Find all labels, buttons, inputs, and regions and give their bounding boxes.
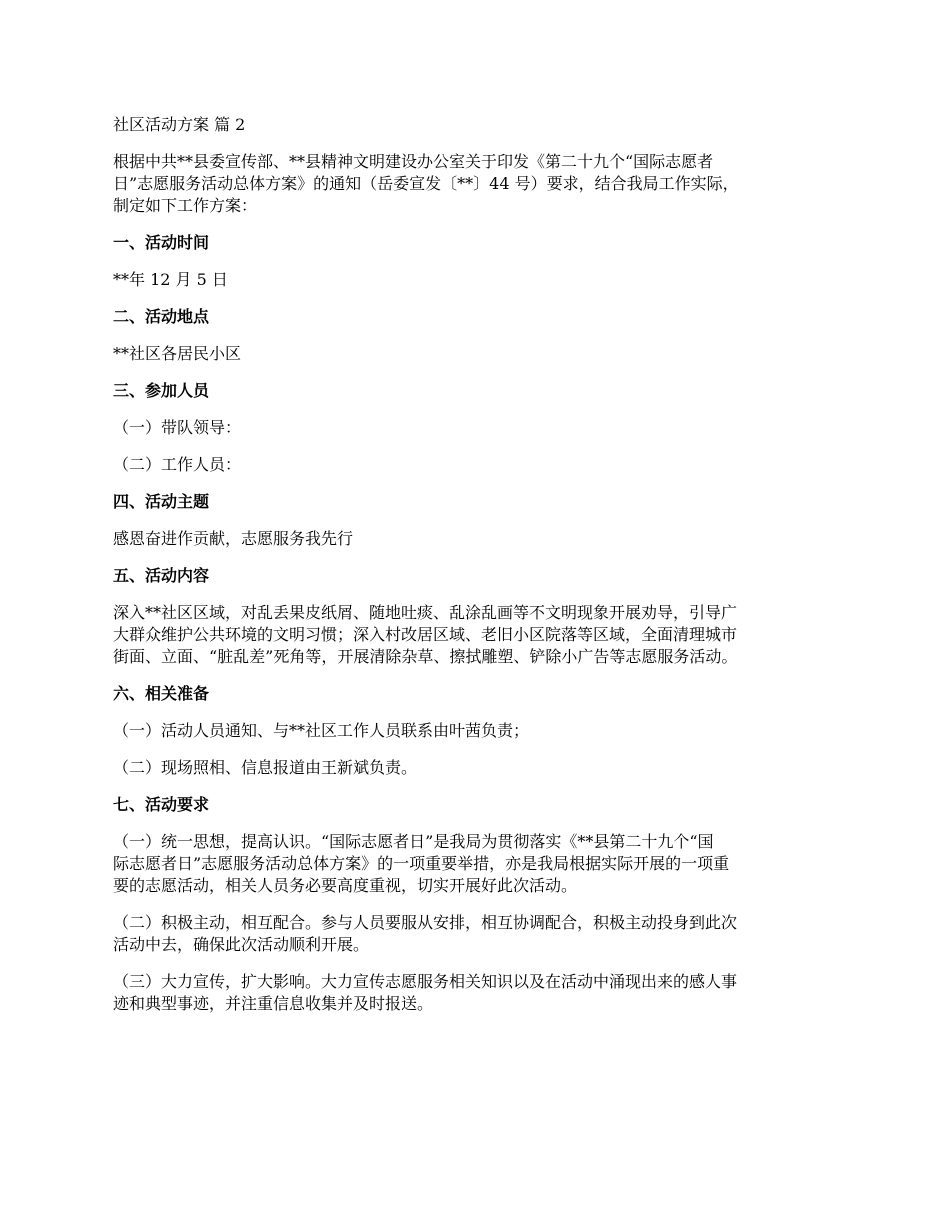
requirement-line: 活动中去，确保此次活动顺利开展。	[113, 935, 370, 954]
participants-item: （二）工作人员：	[113, 455, 242, 474]
document-page	[113, 114, 855, 1030]
participants-item: （一）带队领导：	[113, 418, 242, 437]
intro-paragraph	[113, 151, 855, 217]
requirement-line: 迹和典型事迹，并注重信息收集并及时报送。	[113, 994, 434, 1013]
requirement-line: 际志愿者日”志愿服务活动总体方案》的一项重要举措，亦是我局根据实际开展的一项重	[113, 854, 730, 873]
content-line: 深入**社区区域，对乱丢果皮纸屑、随地吐痰、乱涂乱画等不文明现象开展劝导，引导广	[113, 603, 738, 622]
content-line: 大群众维护公共环境的文明习惯；深入村改居区域、老旧小区院落等区域，全面清理城市	[113, 625, 738, 644]
section-heading-participants: 三、参加人员	[113, 381, 210, 400]
section-heading-theme: 四、活动主题	[113, 492, 210, 511]
section-text-theme: 感恩奋进作贡献，志愿服务我先行	[113, 529, 354, 548]
section-text-time: **年 12 月 5 日	[113, 270, 228, 289]
content-paragraph	[113, 602, 855, 668]
requirement-line: （二）积极主动，相互配合。参与人员要服从安排，相互协调配合，积极主动投身到此次	[113, 913, 738, 932]
requirement-paragraph	[113, 971, 855, 1015]
requirement-line: 要的志愿活动，相关人员务必要高度重视，切实开展好此次活动。	[113, 876, 578, 895]
section-heading-requirements: 七、活动要求	[113, 795, 210, 814]
preparation-item: （一）活动人员通知、与**社区工作人员联系由叶茜负责；	[113, 721, 530, 740]
requirement-paragraph	[113, 831, 855, 897]
preparation-item: （二）现场照相、信息报道由王新斌负责。	[113, 758, 418, 777]
requirement-line: （一）统一思想，提高认识。“国际志愿者日”是我局为贯彻落实《**县第二十九个“国	[113, 832, 714, 851]
section-heading-preparation: 六、相关准备	[113, 684, 210, 703]
document-title: 社区活动方案 篇 2	[113, 115, 246, 134]
intro-line: 日”志愿服务活动总体方案》的通知（岳委宣发〔**〕44 号）要求，结合我局工作实际，	[113, 174, 739, 193]
requirement-line: （三）大力宣传，扩大影响。大力宣传志愿服务相关知识以及在活动中涌现出来的感人事	[113, 972, 738, 991]
section-heading-time: 一、活动时间	[113, 233, 210, 252]
section-heading-content: 五、活动内容	[113, 566, 210, 585]
section-text-location: **社区各居民小区	[113, 344, 242, 363]
requirement-paragraph	[113, 912, 855, 956]
content-line: 街面、立面、“脏乱差”死角等，开展清除杂草、擦拭雕塑、铲除小广告等志愿服务活动。	[113, 647, 738, 666]
section-heading-location: 二、活动地点	[113, 307, 210, 326]
intro-line: 制定如下工作方案：	[113, 196, 258, 215]
intro-line: 根据中共**县委宣传部、**县精神文明建设办公室关于印发《第二十九个“国际志愿者	[113, 152, 714, 171]
